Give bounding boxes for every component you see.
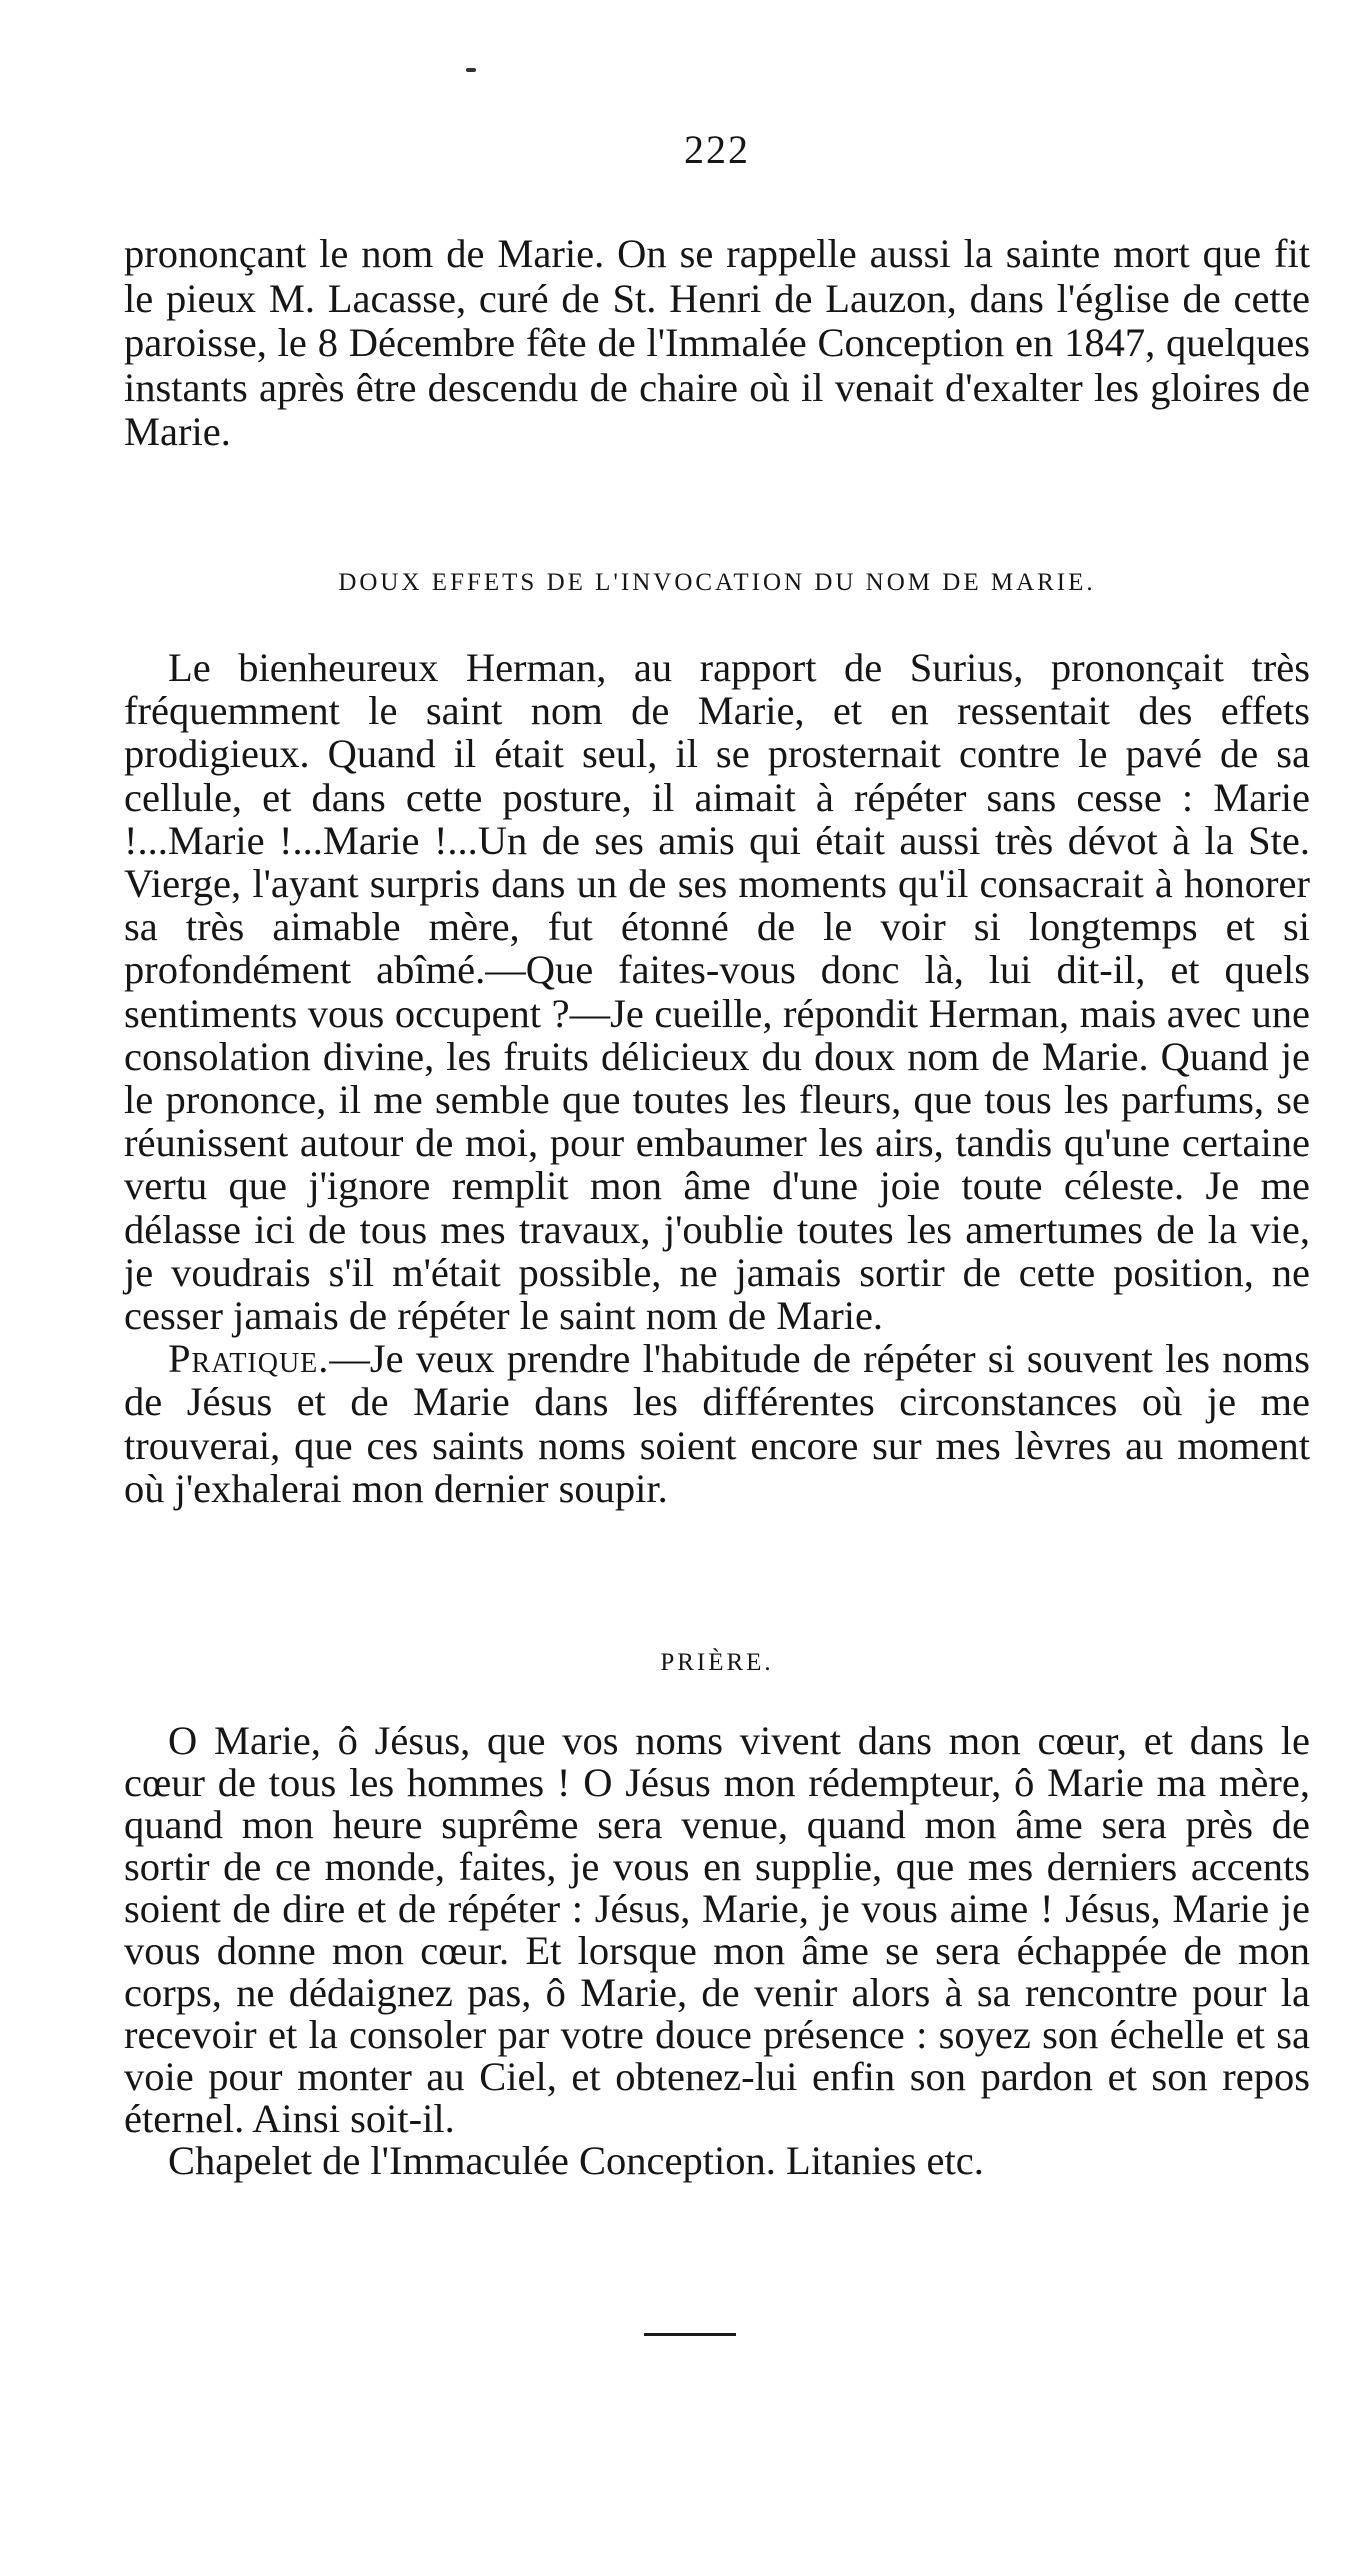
prayer-paragraph: O Marie, ô Jésus, que vos noms vivent dans mon cœur, et dans le cœur de tous les hommes ! O Jésus mon rédempteur, ô Marie ma mère, quand mon heure suprême sera venue, quand mon âme sera près de sortir de ce monde, faites, je vous en supplie, que mes derniers accents soient de dire et de répéter : Jésus, Marie, je vous aime ! Jésus, Marie je vous donne mon cœur. Et lorsque mon âme se sera échappée de mon corps, ne dédaignez pas, ô Marie, de venir alors à sa rencontre pour la recevoir et la consoler par votre douce présence : soyez son échelle et sa voie pour monter au Ciel, et obtenez-lui enfin son pardon et son repos éternel. Ainsi soit-il. <box>124 1718 1310 2141</box>
pratique-paragraph <box>124 1337 1310 1510</box>
continuation-paragraph: prononçant le nom de Marie. On se rappelle aussi la sainte mort que fit le pieux M. Lacasse, curé de St. Henri de Lauzon, dans l'église de cette paroisse, le 8 Décembre fête de l'Immalée Conception en 1847, quelques instants après être descendu de chaire où il venait d'exalter les gloires de Marie. <box>124 231 1310 454</box>
story-paragraph: Le bienheureux Herman, au rapport de Surius, prononçait très fréquemment le saint nom de Marie, et en ressentait des effets prodigieux. Quand il était seul, il se prosternait contre le pavé de sa cellule, et dans cette posture, il aimait à répéter sans cesse : Marie !...Marie !...Marie !...Un de ses amis qui était aussi très dévot à la Ste. Vierge, l'ayant surpris dans un de ses moments qu'il consacrait à honorer sa très aimable mère, fut étonné de le voir si longtemps et si profondément abîmé.—Que faites-vous donc là, lui dit-il, et quels sentiments vous occupent ?—Je cueille, répondit Herman, mais avec une consolation divine, les fruits délicieux du doux nom de Marie. Quand je le prononce, il me semble que toutes les fleurs, que tous les parfums, se réunissent autour de moi, pour embaumer les airs, tandis qu'une certaine vertu que j'ignore remplit mon âme d'une joie toute céleste. Je me délasse ici de tous mes travaux, j'oublie toutes les amertumes de la vie, je voudrais s'il m'était possible, ne jamais sortir de cette position, ne cesser jamais de répéter le saint nom de Marie. <box>124 645 1310 1339</box>
pratique-text: —Je veux prendre l'habitude de répéter si souvent les noms de Jésus et de Marie dans les différentes circonstances où je me trouverai, que ces saints noms soient encore sur mes lèvres au moment où j'exhalerai mon dernier soupir. <box>124 1336 1310 1511</box>
prayer-heading: PRIÈRE. <box>660 1649 774 1676</box>
page-number: 222 <box>684 127 750 172</box>
story-block <box>124 646 1310 1510</box>
pratique-label: Pratique. <box>168 1336 330 1382</box>
section-heading: DOUX EFFETS DE L'INVOCATION DU NOM DE MARIE. <box>338 569 1096 596</box>
print-speck <box>466 68 476 72</box>
closing-line: Chapelet de l'Immaculée Conception. Litanies etc. <box>168 2138 984 2183</box>
continuation-block <box>124 232 1310 455</box>
end-rule <box>644 2333 736 2336</box>
prayer-block <box>124 1720 1310 2182</box>
